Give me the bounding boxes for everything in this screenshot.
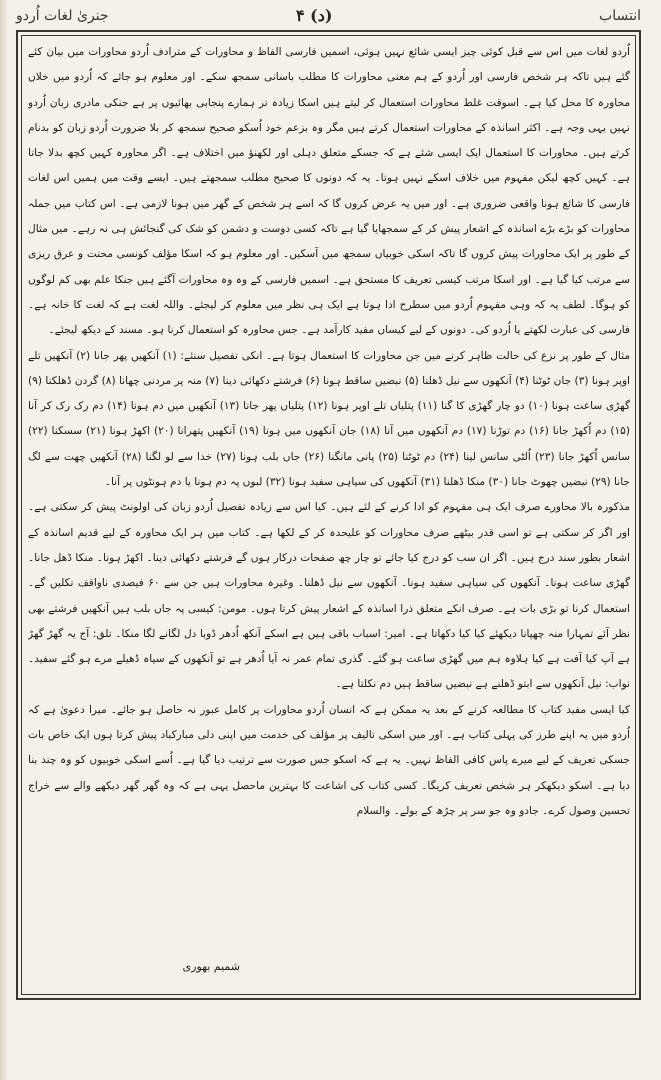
book-title-header: جنریٰ لغات اُردو: [16, 8, 109, 24]
page-number: ۴ (د): [296, 6, 333, 25]
main-text-block: [28, 40, 630, 988]
scan-edge-shadow: [0, 0, 8, 1080]
author-signature: شمیم بھوری: [182, 960, 240, 973]
paragraph-poetry-examples: مذکورہ بالا محاورے صرف ایک ہی مفہوم کو ادا کرنے کے لئے ہیں۔ کیا اس سے زیادہ تفصیل اُردو زبان کی اولونٹ پیش کر سکتی ہے۔ اور اگر کر سکتی ہے تو اسی قدر بیٹھے صرف محاورات کو علیحدہ کر کے لکھا ہے۔ کتاب میں ہر ایک محاورہ کے لیے قدیم اسانذہ کے اشعار بطور سند درج ہیں۔ اگر ان سب کو درج کیا جائے تو چار چھ صفحات درکار ہوں گے فرشتے دکھائی دینا۔ اکھڑ ہونا۔ منکا ڈھل جانا۔ گھڑی ساعت ہونا۔ آنکھوں کی سیاہی سفید ہونا۔ آنکھوں سے نیل ڈھلنا۔ وغیرہ محاورات ہیں جن سے ۶۰ فیصدی ناواقف نکلیں گے۔ استعمال کرنا تو بڑی بات ہے۔ صرف انکے متعلق ذرا اسانذہ کے اشعار پیش کرتا ہوں۔ مومن: کیسی پہ جاں بلب ہیں آنکھیں فرشتے بھی نظر آئے تمہارا منہ چھپانا دیکھئے کیا کیا دکھاتا ہے۔ امیر: اسباب باقی ہیں ہے اسکے آنکھ اُدھر ڈوبا دل لگانے لگا منکا۔ تلق: آج یہ گھڑ گھڑ ہے آپ کیا آفت ہے کیا ہلاوہ ہم میں گھڑی ساعت ہو گئے۔ گذری تمام عمر نہ آیا اُدھر ہے تو آنکھوں کے سیاہ ڈھیلے مرے ہو گئے سفید۔ نواب: نیل آنکھوں سے ابتو ڈھلنے ہے نبضیں ساقط ہیں دم نکلتا ہے۔: [28, 501, 630, 691]
paragraph-introduction: اُردو لغات میں اس سے قبل کوئی چیز ایسی شائع نہیں ہوئی، اسمیں فارسی الفاظ و محاورات کے مترادف اُردو محاورات میں بیان کئے گئے ہیں تاکہ ہر شخص فارسی اور اُردو کے ہم معنی محاورات کا مطلب باسانی سمجھ سکے۔ اور معلوم ہو جائے کہ اُردو میں خلاں محاورہ کا محل کیا ہے۔ اسوقت غلط محاورات استعمال کر لیتے ہیں اسکا زیادہ تر ہمارے پنجابی بھائیوں پر ہے جنکی مادری زبان اُردو نہیں یہی وجہ ہے۔ اکثر اسانذہ کے محاورات استعمال کرتے ہیں مگر وہ بزعم خود اُسکو صحیح سمجھ کر بلا ضرورت اُردو زبان کو بدنام کرتے ہیں۔ محاورات کا استعمال ایک ایسی شئے ہے کہ جسکے متعلق دہلی اور لکھنؤ میں اختلاف ہے۔ اگر محاورہ کہیں کچھ بدلا جاتا ہے۔ کہیں کچھ لیکن مفہوم میں خلاف اسکے نہیں ہوتا۔ یہ کہ دونوں کا صحیح مطلب سمجھتے ہیں۔ ایسے وقت میں ہمیں اس لغات فارسی کا شائع ہونا واقعی ضروری ہے۔ اور میں یہ عرض کروں گا کہ اسے ہر شخص کے گھر میں ہونا لازمی ہے۔ اس کتاب میں جملہ محاورات کو بڑے بڑے اسانذہ کے اشعار پیش کر کے سمجھایا گیا ہے تاکہ کسی دوست و دشمن کو شک کی گنجائش ہی نہ رہے۔ میں مثال کے طور پر ایک محاورات پیش کروں گا تاکہ اسکی خوبیاں سمجھ میں آسکیں۔ اور معلوم ہو کہ اسکا مؤلف کونسی محنت و عرق ریزی سے مرتب کیا گیا ہے۔ اور اسکا مرتب کیسی تعریف کا مستحق ہے۔ اسمیں فارسی کے وہ وہ محاورات آگئے ہیں جنکا علم بھی کم لوگوں کو ہوگا۔ لطف یہ کہ وہی مفہوم اُردو میں سطرح ادا ہوتا ہے ایک ہی نظر میں معلوم کر لیجئے۔ واللہ لغت ہے کہ لغت کا خانہ ہے۔ فارسی کی عبارت لکھتے یا اُردو کی۔ دونوں کے لیے کیساں مفید کارآمد ہے۔ جس محاورہ کو استعمال کرنا ہو۔ مسند کے دیکھ لیجئے۔: [28, 46, 630, 337]
page-header: [16, 8, 641, 30]
section-title-header: انتساب: [599, 8, 641, 24]
paragraph-conclusion: کیا ایسی مفید کتاب کا مطالعہ کرنے کے بعد یہ ممکن ہے کہ انسان اُردو محاورات پر کامل عبور نہ حاصل ہو جائے۔ میرا دعویٰ ہے کہ اُردو میں یہ اپنے طرز کی پہلی کتاب ہے۔ اور میں اسکی تالیف پر مؤلف کی خدمت میں اپنی دلی مبارکباد پیش کرتا ہوں ایک خاص بات جسکی تعریف کے لیے میرے پاس کافی الفاظ نہیں۔ یہ ہے کہ اسکو جس صورت سے ترتیب دیا گیا ہے۔ اُسے اسکی خوبیوں کو وہ چند بنا دیا ہے۔ اسکو دیکھکر ہر شخص تعریف کریگا۔ کسی کتاب کی اشاعت کا بہترین ماحصل یہی ہے کہ وہ گھر گھر دیکھے والے سے خراج تحسین وصول کرے۔ جادو وہ جو سر پر چڑھ کے بولے۔ والسلام: [28, 703, 630, 817]
paragraph-idiom-list: مثال کے طور پر نزع کی حالت ظاہر کرنے میں جن محاورات کا استعمال ہوتا ہے۔ انکی تفصیل سنئے: (۱) آنکھیں پھر جانا (۲) آنکھیں تلے اوپر ہونا (۳) جان ٹوٹنا (۴) آنکھوں سے نیل ڈھلنا (۵) نبضیں ساقط ہونا (۶) فرشتے دکھائی دینا (۷) منہ پر مردنی چھانا (۸) گردن ڈھلکنا (۹) گھڑی ساعت ہونا (۱۰) دو چار گھڑی کا گنا (۱۱) پتلیاں تلے اوپر ہونا (۱۲) پتلیاں پھر جانا (۱۳) آنکھیں میں دم ہونا (۱۴) دم رک رک کر آنا (۱۵) دم اُکھڑ جانا (۱۶) دم توڑنا (۱۷) دم آنکھوں میں آنا (۱۸) جان آنکھوں میں ہونا (۱۹) آنکھیں پتھرانا (۲۰) اکھڑ ہونا (۲۱) سسکنا (۲۲) سانس اُکھڑ جانا (۲۳) اُلٹی سانس لینا (۲۴) دم ٹوٹنا (۲۵) پانی مانگنا (۲۶) جاں بلب ہونا (۲۷) خدا سے لو لگنا (۲۸) آنکھیں چھت سے لگ جانا (۲۹) نبضیں چھوٹ جانا (۳۰) منکا ڈھلنا (۳۱) آنکھوں کی سیاہی سفید ہونا (۳۲) لبوں پہ دم ہونا یا دم ہونٹوں پر آنا۔: [28, 349, 630, 489]
